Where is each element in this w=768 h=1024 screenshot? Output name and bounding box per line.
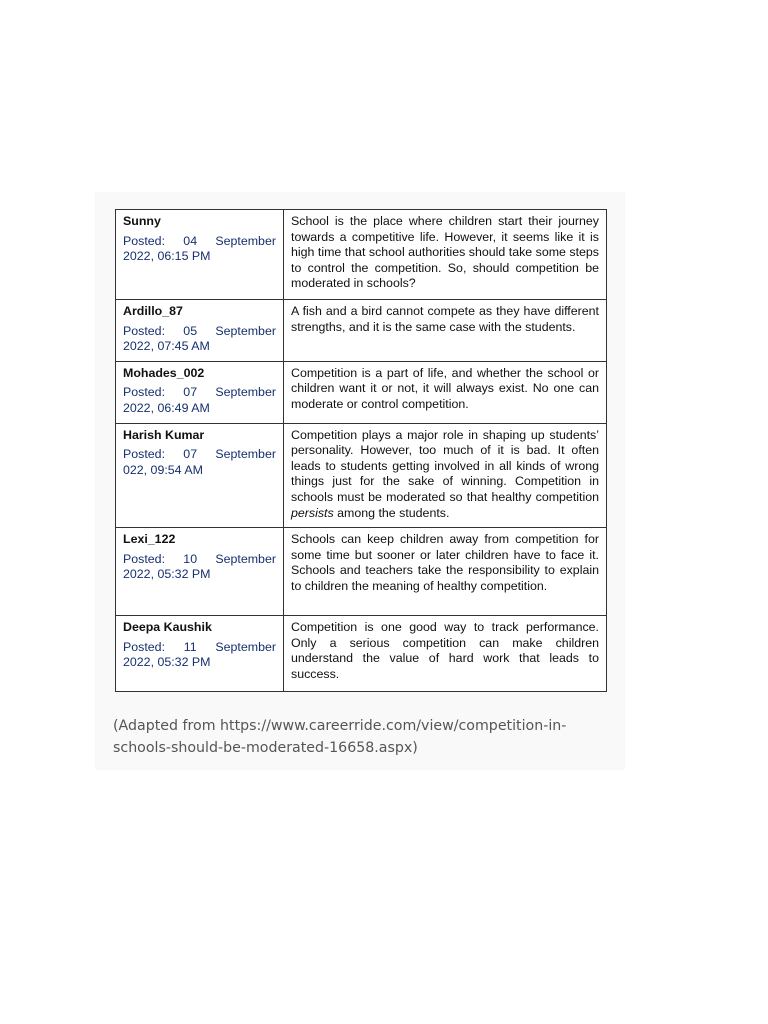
forum-posts-table [115,209,607,692]
post-author-cell [116,300,284,362]
source-citation [113,715,633,759]
posted-day: 04 [183,233,198,248]
posted-day: 07 [183,447,198,462]
table-row [116,210,607,300]
posted-year-time: 2022, 06:49 AM [123,400,210,415]
post-author-cell [116,616,284,692]
post-date-line [123,385,276,401]
posted-month: September [215,385,276,400]
post-username: Lexi_122 [123,532,176,547]
post-username: Harish Kumar [123,427,205,442]
posted-label: Posted: [123,639,166,654]
source-citation-line: (Adapted from https://www.careerride.com/view/competition-in- [113,718,567,734]
posted-month: September [215,447,276,462]
posted-month: September [215,551,276,566]
post-date-line [123,447,276,463]
comment-text: Competition plays a major role in shaping up students’ personality. However, too much of it is bad. It often leads to students getting involved in all kinds of wrong things just for the sake of winning. Competition in schools must be moderated so that healthy competition [291,427,599,504]
posted-label: Posted: [123,323,166,338]
post-username: Ardillo_87 [123,304,183,318]
posted-month: September [215,233,276,248]
posted-label: Posted: [123,551,166,566]
posted-year-time: 022, 09:54 AM [123,462,203,477]
posted-month: September [215,323,276,338]
posted-day: 07 [183,385,198,400]
comment-emphasis: persists [291,505,334,520]
post-username: Deepa Kaushik [123,620,212,635]
post-username: Sunny [123,214,161,228]
post-date-line [123,640,276,656]
post-comment: Competition is a part of life, and whether the school or children want it or not, it will always exist. No one can moderate or control competition. [284,361,607,423]
post-comment: School is the place where children start their journey towards a competitive life. However, it seems like it is high time that school authorities should take some steps to control the competition. So, should competition be moderated in schools? [284,210,607,300]
post-comment: A fish and a bird cannot compete as they have different strengths, and it is the same case with the students. [284,300,607,362]
post-author-cell [116,210,284,300]
post-date-line [123,552,276,568]
post-username: Mohades_002 [123,365,205,380]
post-comment: Competition is one good way to track performance. Only a serious competition can make children understand the value of hard work that leads to success. [284,616,607,692]
posted-day: 11 [183,639,197,654]
comment-text: among the students. [333,505,450,520]
source-citation-line: schools-should-be-moderated-16658.aspx) [113,740,418,756]
posted-year-time: 2022, 05:32 PM [123,567,211,582]
post-date-line [123,234,276,250]
posted-label: Posted: [123,385,166,400]
post-author-cell [116,423,284,528]
table-row [116,361,607,423]
posted-year-time: 2022, 06:15 PM [123,249,211,264]
post-date-line [123,324,276,340]
post-comment [284,423,607,528]
post-author-cell [116,528,284,616]
post-comment: Schools can keep children away from competition for some time but sooner or later children have to face it. Schools and teachers take the responsibility to explain to children the meaning of healthy competition. [284,528,607,616]
posted-label: Posted: [123,233,166,248]
post-author-cell [116,361,284,423]
table-row [116,528,607,616]
table-row [116,300,607,362]
posted-day: 10 [183,551,198,566]
table-row [116,423,607,528]
posted-month: September [215,639,276,654]
posted-year-time: 2022, 05:32 PM [123,655,211,670]
posted-day: 05 [183,323,198,338]
posted-label: Posted: [123,447,166,462]
table-row [116,616,607,692]
posted-year-time: 2022, 07:45 AM [123,339,210,354]
